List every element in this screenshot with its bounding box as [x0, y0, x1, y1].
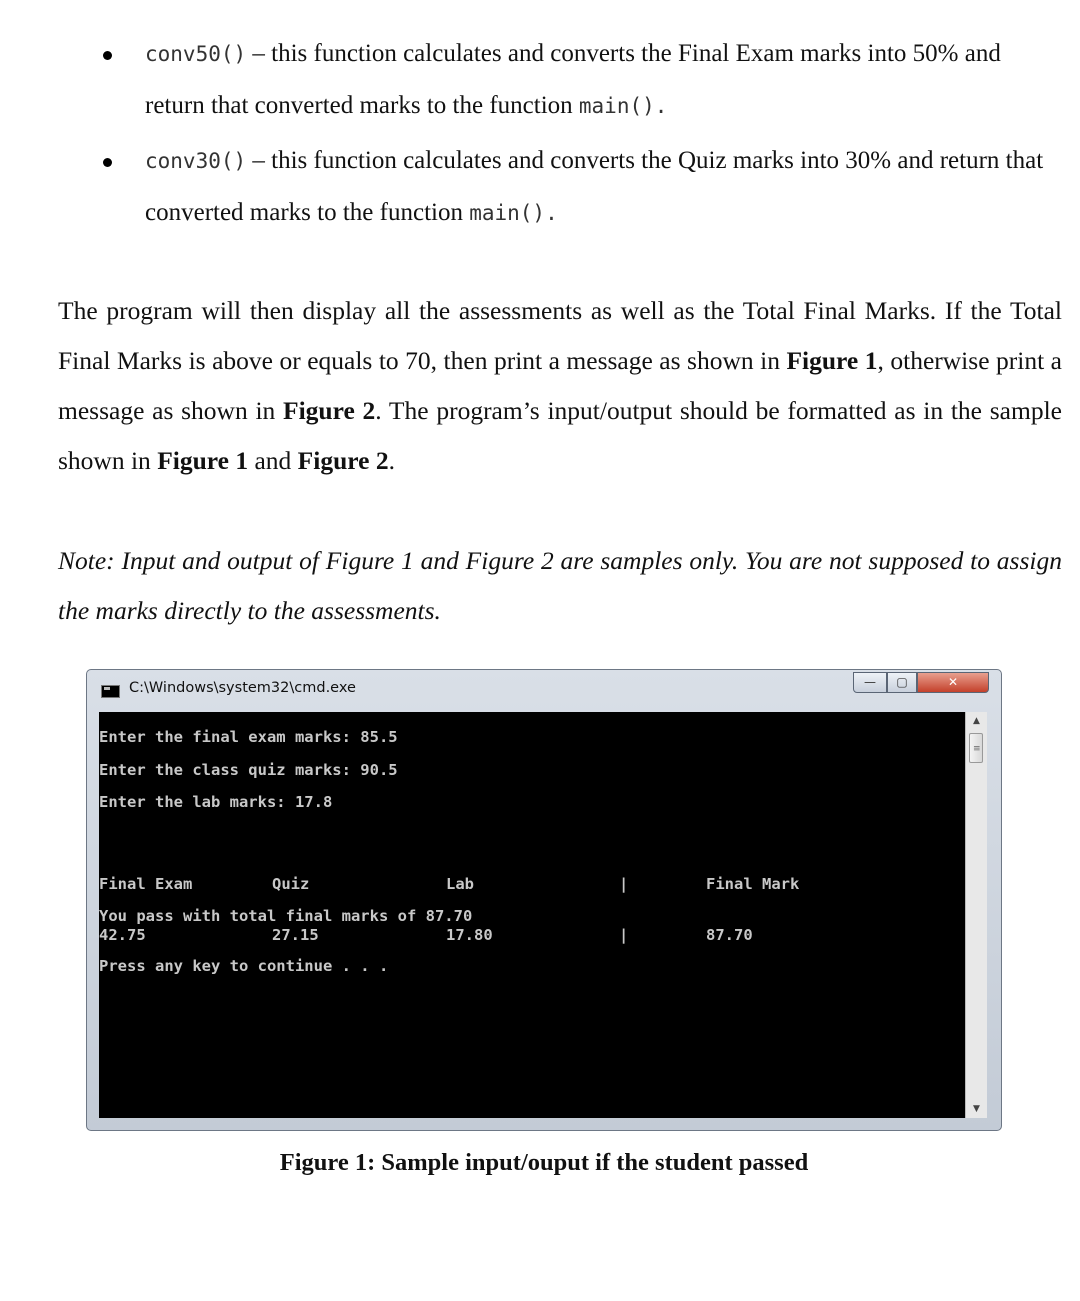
maximize-icon: ▢ [896, 675, 908, 689]
scroll-thumb[interactable] [969, 733, 983, 763]
console-line-lab: Enter the lab marks: 17.8 [99, 793, 333, 811]
function-ref: main() [578, 94, 655, 118]
figure-ref: Figure 1 [157, 446, 249, 475]
minimize-button[interactable] [853, 672, 887, 693]
title-bar[interactable] [87, 670, 1001, 710]
column-value: 42.75 [99, 926, 146, 944]
close-button[interactable] [917, 672, 989, 693]
bullet-list [0, 28, 1080, 242]
bullet-text: this function calculates and converts the Quiz marks into 30% and return that converted marks to the function [145, 147, 1044, 226]
figure-ref: Figure 1 [786, 346, 878, 375]
console-line-quiz: Enter the class quiz marks: 90.5 [99, 761, 398, 779]
column-value: 17.80 [446, 926, 493, 944]
column-header: Final Exam [99, 875, 193, 893]
close-icon: ✕ [947, 675, 959, 689]
separator: – [246, 40, 272, 67]
cmd-window [86, 669, 1002, 1131]
bullet-dot [103, 158, 112, 167]
bullet-end: . [654, 94, 668, 118]
text-run: The program will then display all the assessments as well as the Total Final Marks. If the Total Final Marks is above or equals to 70, then print a message as shown in [58, 296, 1062, 375]
function-name: conv50() [145, 42, 247, 66]
column-final-mark [706, 842, 799, 978]
window-title: C:\Windows\system32\cmd.exe [129, 680, 356, 696]
description-paragraph [58, 286, 1062, 486]
console-prompt-line: Press any key to continue . . . [99, 957, 389, 975]
figure-ref: Figure 2 [283, 396, 376, 425]
column-header: Lab [446, 875, 474, 893]
figure-caption: Figure 1: Sample input/ouput if the student passed [279, 1149, 809, 1176]
vertical-scrollbar[interactable] [965, 712, 987, 1118]
bullet-dot [103, 51, 112, 60]
console-line-final-exam: Enter the final exam marks: 85.5 [99, 728, 398, 746]
cmd-icon [101, 685, 120, 698]
figure-ref: Figure 2 [297, 446, 389, 475]
scroll-up-arrow-icon[interactable]: ▲ [973, 716, 980, 726]
scroll-down-arrow-icon[interactable]: ▼ [973, 1104, 980, 1114]
note-paragraph: Note: Input and output of Figure 1 and Figure 2 are samples only. You are not supposed to assign the marks directly to the assessments. [58, 546, 1062, 625]
column-header: | [619, 875, 629, 893]
console-output[interactable] [99, 712, 965, 1118]
text-run: . [388, 446, 395, 475]
console-result-line: You pass with total final marks of 87.70 [99, 907, 473, 925]
column-separator [619, 842, 675, 978]
column-header: Quiz [272, 875, 310, 893]
bullet-text: this function calculates and converts the Final Exam marks into 50% and return that converted marks to the function [145, 40, 1001, 119]
text-run: , otherwise print a message as shown in [58, 346, 1062, 425]
bullet-end: . [545, 201, 558, 225]
grip-icon: ≡ [973, 744, 981, 754]
column-header: Final Mark [706, 875, 800, 893]
column-value: | [619, 926, 629, 944]
minimize-icon: — [864, 675, 876, 689]
text-run: and [248, 446, 298, 475]
separator: – [246, 147, 265, 174]
text-run: . The program’s input/output should be formatted as in the sample shown in [58, 396, 1062, 475]
bullet-conv50 [145, 28, 1063, 132]
function-ref: main() [469, 201, 546, 225]
bullet-conv30 [145, 135, 1063, 239]
column-value: 87.70 [706, 926, 753, 944]
function-name: conv30() [145, 149, 247, 173]
column-value: 27.15 [272, 926, 319, 944]
maximize-button[interactable] [887, 672, 917, 693]
